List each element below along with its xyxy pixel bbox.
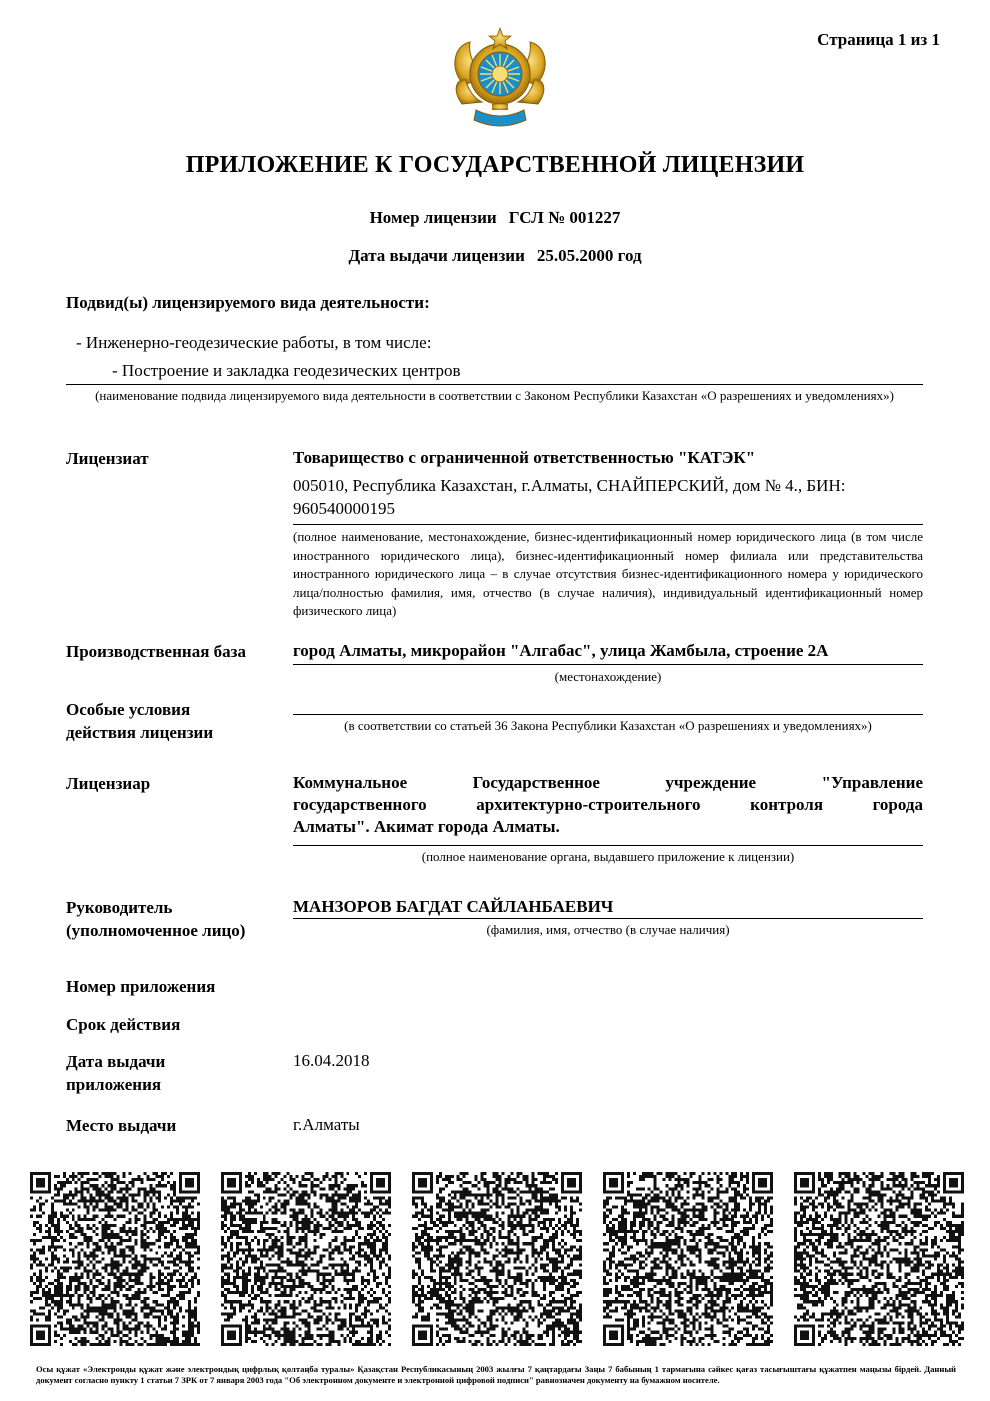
activity-note: (наименование подвида лицензируемого вида деятельности в соответствии с Законом Республики Казахстан «О разрешениях и уведомлениях») [95,388,894,403]
divider [66,384,923,385]
licensor-line3: Алматы". Акимат города Алматы. [293,817,560,836]
issue-date-label-line2: приложения [66,1075,162,1094]
licensee-name: Товарищество с ограниченной ответственностью "КАТЭК" [293,448,756,467]
footer-legal-note: Осы құжат «Электронды құжат және электрондық цифрлық қолтаңба туралы» Қазақстан Республикасының 2003 жылғы 7 қаңтардағы Заңы 7 бабының 1 тармағына сәйкес қағаз тасығыштағы құжатпен маңызы бірдей. Данный документ согласно пункту 1 статьи 7 ЗРК от 7 января 2003 года "Об электронном документе и электронной цифровой подписи" равнозначен документу на бумажном носителе. [36,1364,956,1385]
document-title: ПРИЛОЖЕНИЕ К ГОСУДАРСТВЕННОЙ ЛИЦЕНЗИИ [185,152,805,178]
divider [293,918,923,919]
validity-label: Срок действия [66,1015,181,1034]
head-name: МАНЗОРОВ БАГДАТ САЙЛАНБАЕВИЧ [293,897,614,916]
page-counter: Страница 1 из 1 [817,30,940,49]
activity-subitem-text: Построение и закладка геодезических центров [121,361,461,380]
issue-date-label [66,1050,165,1096]
license-number-label: Номер лицензии [369,208,497,227]
issue-date-label-line1: Дата выдачи [66,1052,166,1071]
special-conditions-label [66,698,213,744]
activity-item-text: Инженерно-геодезические работы, в том числе: [85,333,432,352]
licensee-note: (полное наименование, местонахождение, бизнес-идентификационный номер юридического лица (в том числе иностранного юридического лица), бизнес-идентификационный номер филиала или представительства иностранного юридического лица – в случае отсутствия бизнес-идентификационного номера у юридического лица/полностью фамилия, имя, отчество (в случае наличия), индивидуальный идентификационный номер физического лица) [293,529,923,618]
license-date-row [0,246,990,266]
activity-subitem [112,361,461,381]
head-note: (фамилия, имя, отчество (в случае наличия) [486,922,730,937]
head-label-line2: (уполномоченное лицо) [66,921,246,940]
licensor-line2: государственного архитектурно-строительного контроля города [293,795,923,814]
production-base-value: город Алматы, микрорайон "Алгабас", улица Жамбыла, строение 2А [293,641,829,660]
special-conditions-label-line2: действия лицензии [66,723,214,742]
special-conditions-note: (в соответствии со статьей 36 Закона Республики Казахстан «О разрешениях и уведомлениях») [344,718,872,733]
license-number-row [0,208,990,228]
license-number-value: ГСЛ № 001227 [508,208,621,227]
issue-date-value: 16.04.2018 [293,1051,370,1070]
qr-code [603,1172,773,1346]
bullet-dash-icon: - [112,361,118,380]
activity-heading: Подвид(ы) лицензируемого вида деятельности: [66,293,430,312]
divider [293,664,923,665]
qr-code [30,1172,200,1346]
divider [293,524,923,525]
bullet-dash-icon: - [76,333,82,352]
licensee-label: Лицензиат [66,449,149,468]
head-label [66,896,245,942]
appendix-number-label: Номер приложения [66,977,216,996]
licensor-label: Лицензиар [66,774,151,793]
divider [293,845,923,846]
issue-place-value: г.Алматы [293,1115,360,1134]
production-base-note: (местонахождение) [554,669,662,684]
licensor-value [293,772,923,838]
state-emblem-icon [448,24,552,134]
qr-code [794,1172,964,1346]
divider [293,714,923,715]
issue-place-label: Место выдачи [66,1116,177,1135]
production-base-label: Производственная база [66,642,246,661]
qr-code [221,1172,391,1346]
licensee-address: 005010, Республика Казахстан, г.Алматы, СНАЙПЕРСКИЙ, дом № 4., БИН: 960540000195 [293,476,846,518]
license-date-value: 25.05.2000 год [536,246,642,265]
activity-item [76,333,431,353]
special-conditions-label-line1: Особые условия [66,700,191,719]
head-label-line1: Руководитель [66,898,173,917]
licensor-note: (полное наименование органа, выдавшего приложение к лицензии) [421,849,795,864]
license-date-label: Дата выдачи лицензии [348,246,525,265]
licensor-line1: Коммунальное Государственное учреждение "Управление [293,773,923,792]
qr-code [412,1172,582,1346]
